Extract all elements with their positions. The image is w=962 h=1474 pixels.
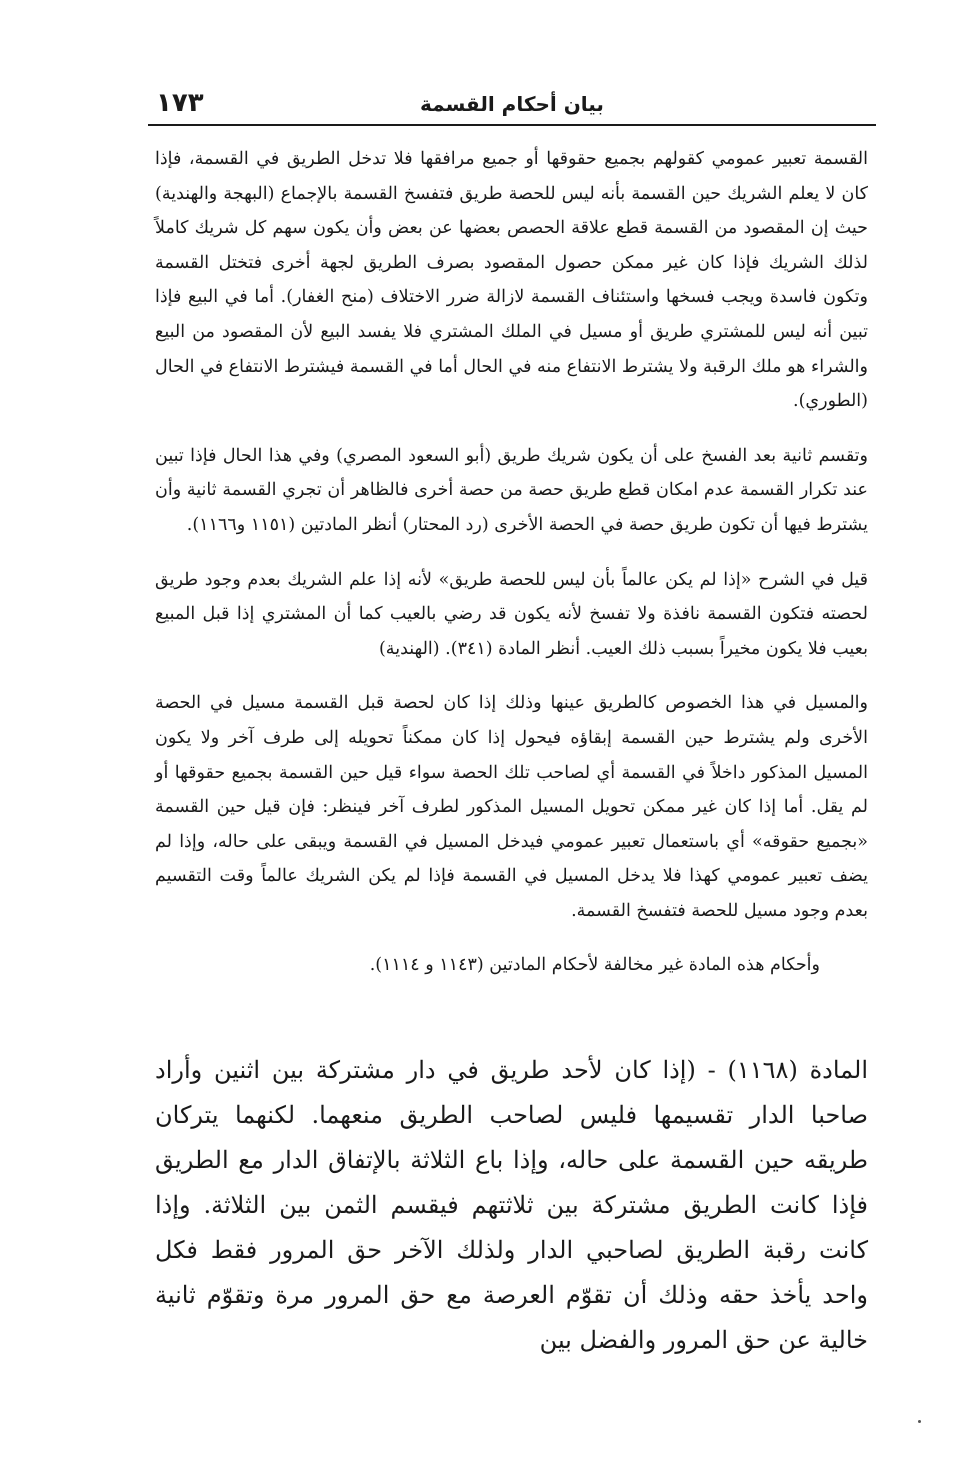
commentary-paragraph: وتقسم ثانية بعد الفسخ على أن يكون شريك طريق (أبو السعود المصري) وفي هذا الحال فإذا تبين عند تكرار القسمة عدم امكان قطع طريق حصة من حصة أخرى فالظاهر أن تجري القسمة ثانية وأن يشترط فيها أن تكون طريق حصة في الحصة الأخرى (رد المحتار) أنظر المادتين (١١٥١ و١١٦٦). <box>155 445 868 535</box>
page-header <box>148 86 876 122</box>
commentary-paragraph: والمسيل في هذا الخصوص كالطريق عينها وذلك إذا كان لحصة قبل القسمة مسيل في الحصة الأخرى ولم يشترط حين القسمة إبقاؤه فيحول إذا كان ممكناً تحويله إلى طرف آخر ولا يكون المسيل المذكور داخلاً في القسمة أي لصاحب تلك الحصة سواء قيل حين القسمة بجميع حقوقها أو لم يقل. أما إذا كان غير ممكن تحويل المسيل المذكور لطرف آخر فينظر: فإن قيل حين القسمة «بجميع حقوقه» أي باستعمال تعبير عمومي فيدخل المسيل في القسمة ويبقى على حاله، وإذا لم يضف تعبير عمومي كهذا فلا يدخل المسيل في القسمة فإذا لم يكن الشريك عالماً وقت التقسيم بعدم وجود مسيل للحصة فتفسخ القسمة. <box>155 693 868 921</box>
header-rule <box>148 124 876 126</box>
running-title: بيان أحكام القسمة <box>420 92 604 116</box>
article-text: المادة (١١٦٨) - (إذا كان لأحد طريق في دار مشتركة بين اثنين وأراد صاحبا الدار تقسيمها فليس لصاحب الطريق منعهما. لكنهما يتركان طريقه حين القسمة على حاله، وإذا باع الثلاثة بالإتفاق الدار مع الطريق فإذا كانت الطريق مشتركة بين ثلاثتهم فيقسم الثمن بين الثلاثة. وإذا كانت رقبة الطريق لصاحبي الدار ولذلك الآخر حق المرور فقط فكل واحد يأخذ حقه وذلك أن تقوّم العرصة مع حق المرور مرة وتقوّم ثانية خالية عن حق المرور والفضل بين <box>155 1056 869 1354</box>
scan-speck <box>918 1420 921 1423</box>
commentary-paragraph: القسمة تعبير عمومي كقولهم بجميع حقوقها أو جميع مرافقها فلا تدخل الطريق في القسمة، فإذا كان لا يعلم الشريك حين القسمة بأنه ليس للحصة طريق فتفسخ القسمة بالإجماع (البهجة والهندية) حيث إن المقصود من القسمة قطع علاقة الحصص بعضها عن بعض وأن يكون سهم كل شريك كاملاً لذلك الشريك فإذا كان غير ممكن حصول المقصود بصرف الطريق لجهة أخرى فتختل القسمة وتكون فاسدة ويجب فسخها واستئناف القسمة لازالة ضرر الاختلاف (منح الغفار). أما في البيع فإذا تبين أنه ليس للمشتري طريق أو مسيل في الملك المشتري فلا يفسد البيع لأن المقصود من البيع والشراء هو ملك الرقبة ولا يشترط الانتفاع منه في الحال أما في القسمة فيشترط الانتفاع في الحال (الطوري). <box>155 149 868 412</box>
commentary-paragraph: قيل في الشرح «إذا لم يكن عالماً بأن ليس للحصة طريق» لأنه إذا علم الشريك بعدم وجود طريق لحصته فتكون القسمة نافذة ولا تفسخ لأنه يكون قد رضي بالعيب كما أن المشتري إذا قبل المبيع بعيب فلا يكون مخيراً بسبب ذلك العيب. أنظر المادة (٣٤١). (الهندية) <box>155 569 868 659</box>
article-block <box>155 1048 868 1363</box>
commentary-note: وأحكام هذه المادة غير مخالفة لأحكام المادتين (١١٤٣ و ١١١٤). <box>369 955 820 976</box>
commentary-block <box>155 142 868 1003</box>
page-number: ١٧٣ <box>156 88 204 118</box>
